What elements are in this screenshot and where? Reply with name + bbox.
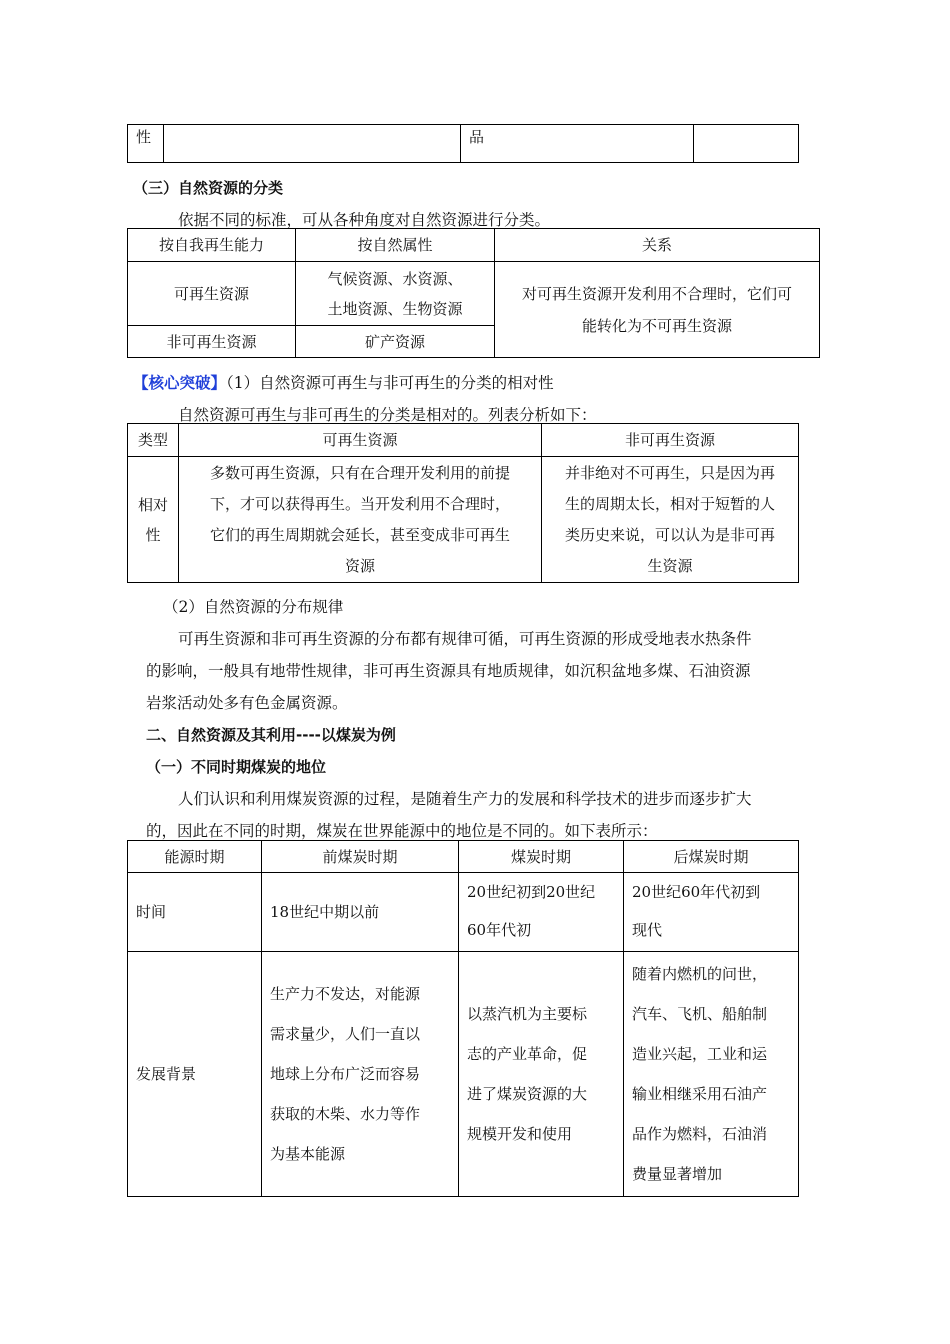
background-coal-line: 进了煤炭资源的大 (467, 1085, 588, 1103)
top-cell-2 (164, 125, 461, 163)
background-coal-line: 以蒸汽机为主要标 (467, 1005, 588, 1023)
background-coal-line: 规模开发和使用 (467, 1125, 573, 1143)
section-3-heading: （三）自然资源的分类 (133, 179, 284, 197)
time-label: 时间 (128, 873, 262, 952)
rel-renewable-line: 多数可再生资源，只有在合理开发利用的前提 (209, 463, 510, 482)
renewable-types (296, 262, 495, 326)
background-coal-line: 志的产业革命，促 (467, 1045, 588, 1063)
class-header-3: 关系 (495, 229, 820, 262)
time-post-coal-line: 现代 (632, 921, 663, 939)
background-pre-coal-line: 地球上分布广泛而容易 (270, 1065, 421, 1083)
part-2-heading: 二、自然资源及其利用----以煤炭为例 (146, 726, 396, 744)
rel-nonrenewable-cell (542, 457, 799, 583)
time-coal-line: 60年代初 (467, 921, 532, 939)
time-post-coal (624, 873, 799, 952)
time-coal (459, 873, 624, 952)
rel-renewable-cell (179, 457, 542, 583)
rel-header-3: 非可再生资源 (542, 424, 799, 457)
nonrenewable-label: 非可再生资源 (128, 326, 296, 358)
rel-nonrenewable-line: 生的周期太长，相对于短暂的人 (564, 494, 775, 513)
renewable-label: 可再生资源 (128, 262, 296, 326)
coal-para-1: 人们认识和利用煤炭资源的过程，是随着生产力的发展和科学技术的进步而逐步扩大 (178, 790, 752, 808)
rel-header-2: 可再生资源 (179, 424, 542, 457)
background-post-coal (624, 952, 799, 1197)
background-pre-coal-line: 需求量少，人们一直以 (270, 1025, 421, 1043)
rel-renewable-line: 资源 (344, 556, 375, 575)
renewable-types-line: 土地资源、生物资源 (327, 299, 463, 318)
coal-header-4: 后煤炭时期 (624, 841, 799, 873)
background-pre-coal-line: 为基本能源 (270, 1145, 346, 1163)
rel-nonrenewable-line: 类历史来说，可以认为是非可再 (564, 525, 775, 544)
core-point-2: （2）自然资源的分布规律 (163, 598, 344, 616)
distribution-para-2: 的影响，一般具有地带性规律，非可再生资源具有地质规律，如沉积盆地多煤、石油资源 (146, 662, 751, 680)
distribution-para-3: 岩浆活动处多有色金属资源。 (146, 694, 348, 712)
relation-cell (495, 262, 820, 358)
renewable-types-line: 气候资源、水资源、 (327, 269, 463, 288)
core-tag: 【核心突破】 (133, 374, 227, 392)
top-cell-3: 品 (461, 125, 694, 163)
distribution-para-1: 可再生资源和非可再生资源的分布都有规律可循，可再生资源的形成受地表水热条件 (178, 630, 752, 648)
time-coal-line: 20世纪初到20世纪 (467, 883, 596, 901)
class-header-1: 按自我再生能力 (128, 229, 296, 262)
rel-nonrenewable-line: 生资源 (647, 556, 693, 575)
rel-renewable-line: 下，才可以获得再生。当开发利用不合理时， (209, 494, 510, 513)
relation-line: 对可再生资源开发利用不合理时，它们可 (521, 284, 792, 303)
core-intro: 自然资源可再生与非可再生的分类是相对的。列表分析如下： (178, 406, 597, 424)
background-post-coal-line: 随着内燃机的问世， (632, 965, 768, 983)
part-2-subheading: （一）不同时期煤炭的地位 (146, 758, 327, 776)
background-pre-coal-line: 获取的木柴、水力等作 (270, 1105, 421, 1123)
relativity-table (127, 423, 799, 583)
background-post-coal-line: 汽车、飞机、船舶制 (632, 1005, 768, 1023)
background-post-coal-line: 费量显著增加 (632, 1165, 723, 1183)
top-cell-4 (694, 125, 799, 163)
background-coal (459, 952, 624, 1197)
top-table (127, 124, 799, 163)
background-pre-coal (262, 952, 459, 1197)
rel-row-label-line: 性 (145, 525, 161, 544)
coal-header-2: 前煤炭时期 (262, 841, 459, 873)
coal-table (127, 840, 799, 1197)
rel-row-label-line: 相对 (137, 495, 168, 514)
background-post-coal-line: 造业兴起，工业和运 (632, 1045, 768, 1063)
nonrenewable-types: 矿产资源 (296, 326, 495, 358)
section-3-intro: 依据不同的标准，可从各种角度对自然资源进行分类。 (178, 211, 551, 229)
background-pre-coal-line: 生产力不发达，对能源 (270, 985, 421, 1003)
background-label: 发展背景 (128, 952, 262, 1197)
classification-table (127, 228, 820, 358)
coal-para-2: 的，因此在不同的时期，煤炭在世界能源中的地位是不同的。如下表所示： (146, 822, 658, 840)
rel-nonrenewable-line: 并非绝对不可再生，只是因为再 (564, 463, 775, 482)
time-pre-coal: 18世纪中期以前 (262, 873, 459, 952)
core-point-1-text: （1）自然资源可再生与非可再生的分类的相对性 (226, 374, 554, 392)
background-post-coal-line: 输业相继采用石油产 (632, 1085, 768, 1103)
top-cell-1: 性 (128, 125, 164, 163)
rel-renewable-line: 它们的再生周期就会延长，甚至变成非可再生 (209, 525, 510, 544)
background-post-coal-line: 品作为燃料，石油消 (632, 1125, 768, 1143)
coal-header-3: 煤炭时期 (459, 841, 624, 873)
time-post-coal-line: 20世纪60年代初到 (632, 883, 761, 901)
relation-line: 能转化为不可再生资源 (581, 316, 732, 335)
core-point-1 (133, 371, 554, 395)
class-header-2: 按自然属性 (296, 229, 495, 262)
coal-header-1: 能源时期 (128, 841, 262, 873)
rel-header-1: 类型 (128, 424, 179, 457)
rel-row-label (128, 457, 179, 583)
